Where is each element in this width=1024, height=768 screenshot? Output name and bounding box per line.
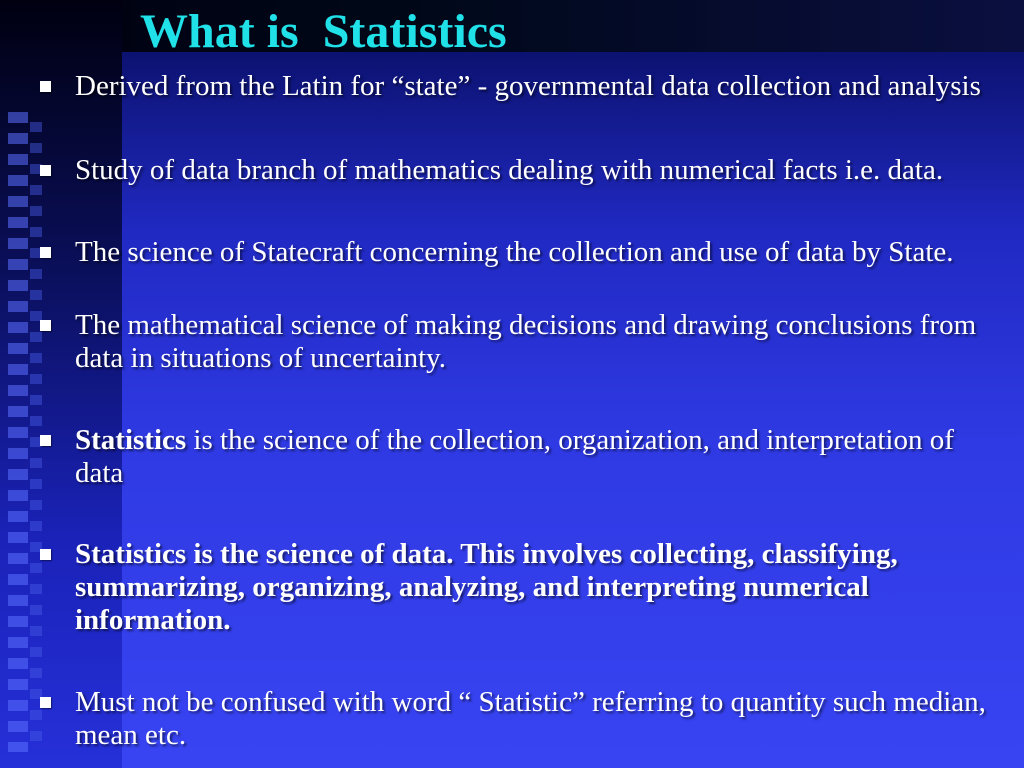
bullet-text: The science of Statecraft concerning the collection and use of data by State. [75,236,954,268]
bullet-text [75,424,1005,490]
checker-decor [8,112,28,752]
square-bullet-icon [40,247,51,258]
bullet-text: The mathematical science of making decisions and drawing conclusions from data in situations of uncertainty. [75,309,977,374]
square-bullet-icon [40,81,51,92]
square-bullet-icon [40,697,51,708]
square-bullet-icon [40,320,51,331]
bullet-text: Must not be confused with word “ Statistic” referring to quantity such median, mean etc. [75,686,986,751]
slide-title: What is Statistics [140,5,507,58]
square-bullet-icon [40,165,51,176]
bullet-rest: is the science of the collection, organization, and interpretation of data [75,424,954,489]
bullet-lead-term: Statistics [75,424,187,456]
bullet-text: Study of data branch of mathematics dealing with numerical facts i.e. data. [75,154,944,186]
bullet-text: Derived from the Latin for “state” - governmental data collection and analysis [75,70,981,102]
square-bullet-icon [40,549,51,560]
square-bullet-icon [40,435,51,446]
bullet-text: Statistics is the science of data. This involves collecting, classifying, summarizing, organizing, analyzing, and interpreting numerical information. [75,538,898,636]
